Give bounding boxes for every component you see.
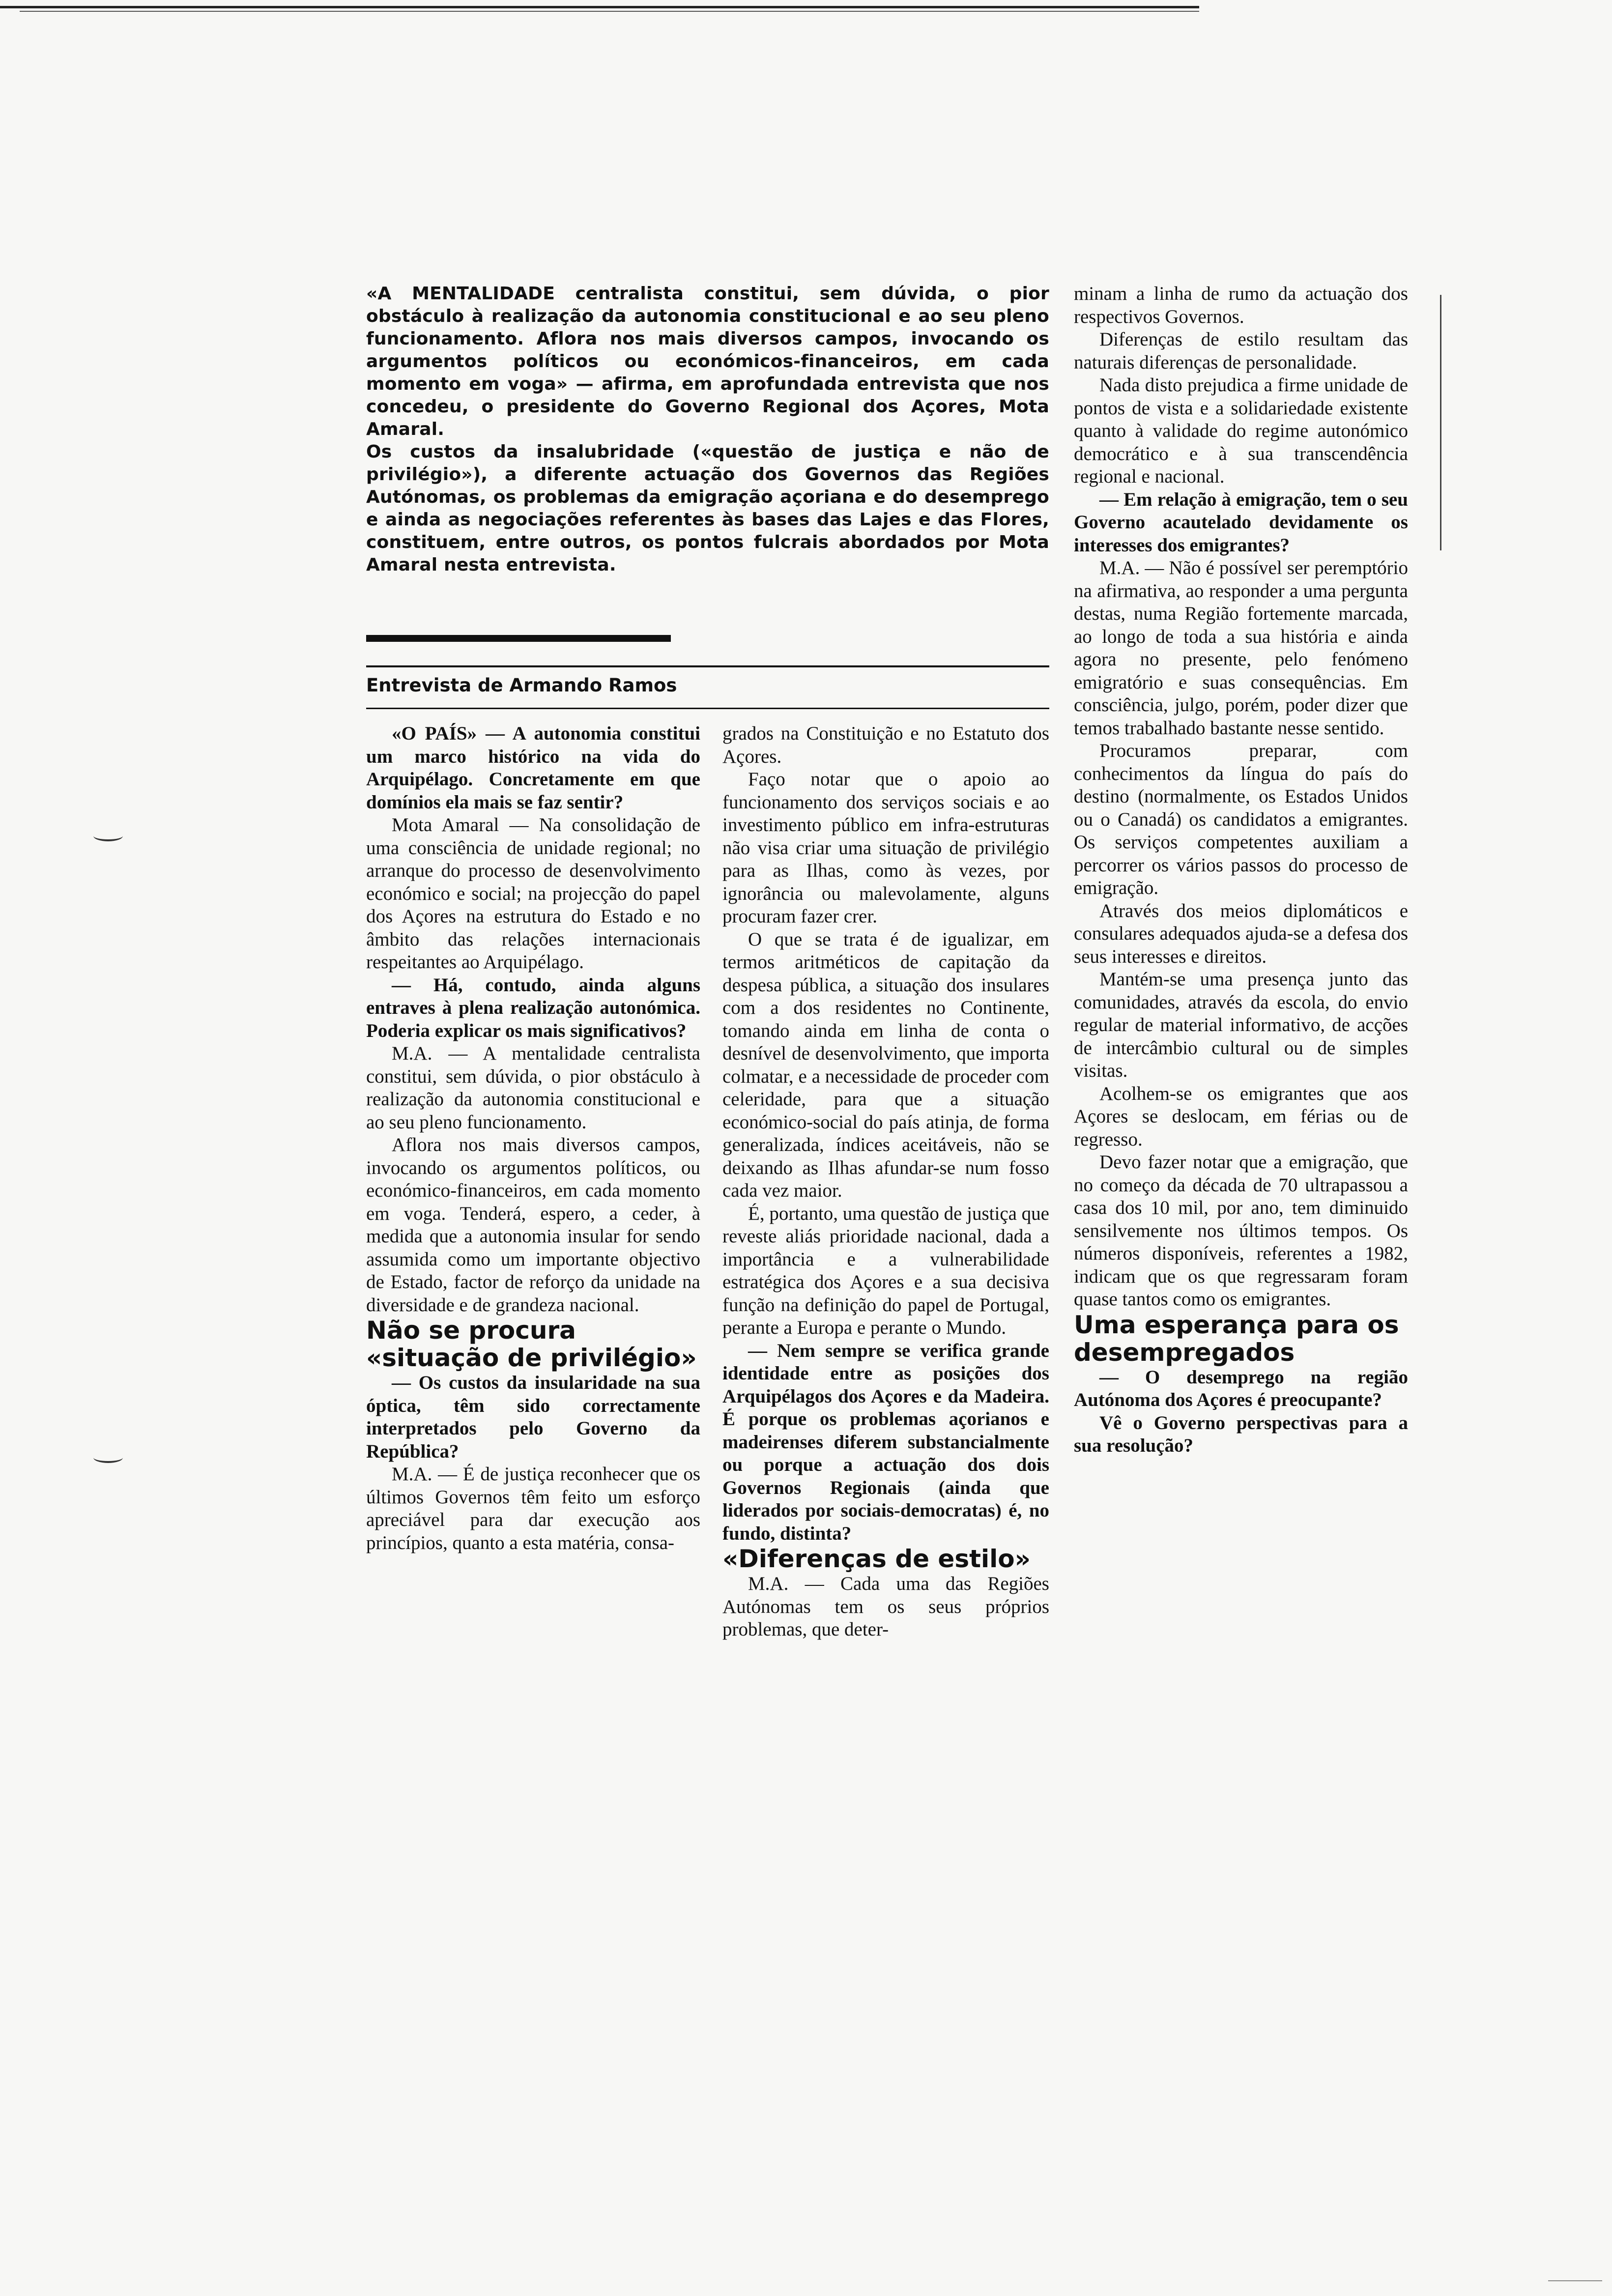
answer-4: M.A. — Cada uma das Regiões Autónomas tem os seus próprios problemas, que deter- [722,1573,1049,1640]
margin-line [1440,295,1441,550]
answer-2: M.A. — A mentalidade centralista constitui, sem dúvida, o pior obstáculo à realização da autonomia constitucional e ao seu pleno funcionamento. [366,1043,700,1133]
subheading-2: «Diferenças de estilo» [722,1545,1031,1573]
answer-1: Mota Amaral — Na consolidação de uma consciência de unidade regional; no arranque do processo de desenvolvimento económico e social; na projecção do papel dos Açores na estrutura do Estado e no âmbito das relações internacionais respeitantes ao Arquipélago. [366,814,701,973]
question-4: — Nem sempre se verifica grande identidade entre as posições dos Arquipélagos dos Açores e da Madeira. É porque os problemas açorianos e madeirenses diferem substancialmente ou porque a actuação dos dois Governos Regionais (ainda que liderados por sociais-democratas) é, no fundo, distinta? [722,1340,1049,1544]
paragraph: Procuramos preparar, com conhecimentos da língua do país do destino (normalmente, os Estados Unidos ou o Canadá) os candidatos a emigrantes. Os serviços competentes auxiliam a percorrer os vários passos do processo de emigração. [1074,740,1408,898]
paragraph-continued: minam a linha de rumo da actuação dos respectivos Governos. [1074,283,1408,327]
byline-rule-top [366,665,1049,667]
speaker: M.A. [748,1573,789,1594]
question-7: Vê o Governo perspectivas para a sua resolução? [1074,1412,1408,1456]
article-lead [366,283,1049,576]
question-1: «O PAÍS» — A autonomia constitui um marco histórico na vida do Arquipélago. Concretamente em que domínios ela mais se faz sentir? [366,723,700,813]
scan-artifact-line [1548,2280,1602,2281]
lead-paragraph-1: «A MENTALIDADE centralista constitui, sem dúvida, o pior obstáculo à realização da autonomia constitucional e ao seu pleno funcionamento. Aflora nos mais diversos campos, invocando os argumentos políticos ou económicos-financeiros, em cada momento em voga» — afirma, em aprofundada entrevista que nos concedeu, o presidente do Governo Regional dos Açores, Mota Amaral. [366,284,1049,439]
paragraph: Através dos meios diplomáticos e consulares adequados ajuda-se a defesa dos seus interesses e direitos. [1074,900,1408,967]
speaker: Mota Amaral [392,814,499,835]
question-2: — Há, contudo, ainda alguns entraves à plena realização autonómica. Poderia explicar os mais significativos? [366,974,700,1041]
page-top-rule-thin [20,11,1199,12]
punch-hole-mark [93,1452,123,1463]
speaker: M.A. [392,1464,432,1485]
speaker: M.A. [392,1043,432,1064]
paragraph: Devo fazer notar que a emigração, que no começo da década de 70 ultrapassou a casa dos 10 mil, por ano, tem diminuido sensilvemente nos últimos tempos. Os números disponíveis, referentes a 1982, indicam que os que regressaram foram quase tantos como os emigrantes. [1074,1151,1408,1310]
page-top-rule [0,6,1199,8]
question-5: — Em relação à emigração, tem o seu Governo acautelado devidamente os interesses dos emigrantes? [1074,488,1408,556]
subheading-3: Uma esperança para os desempregados [1074,1310,1399,1367]
column-3 [1074,283,1408,1458]
answer-2-continued: Aflora nos mais diversos campos, invocando os argumentos políticos, ou económico-financeiros, em cada momento em voga. Tenderá, espero, a ceder, à medida que a autonomia insular for sendo assumida como um importante objectivo de Estado, factor de reforço da unidade na diversidade e de grandeza nacional. [366,1134,700,1316]
paragraph: Nada disto prejudica a firme unidade de pontos de vista e a solidariedade existente quanto à validade do regime autonómico democrático e à sua transcendência regional e nacional. [1074,374,1408,487]
paragraph: Faço notar que o apoio ao funcionamento dos serviços sociais e ao investimento público em infra-estruturas não visa criar uma situação de privilégio para as Ilhas, como às vezes, por ignorância ou malevolamente, alguns procuram fazer crer. [722,769,1049,927]
column-2 [722,722,1049,1641]
question-6: — O desemprego na região Autónoma dos Açores é preocupante? [1074,1366,1408,1410]
punch-hole-mark [93,831,123,841]
byline: Entrevista de Armando Ramos [366,675,677,696]
lead-paragraph-2: Os custos da insalubridade («questão de justiça e não de privilégio»), a diferente actuação dos Governos das Regiões Autónomas, os problemas da emigração açoriana e do desemprego e ainda as negociações referentes às bases das Lajes e das Flores, constituem, entre outros, os pontos fulcrais abordados por Mota Amaral nesta entrevista. [366,442,1049,575]
subheading-1: Não se procura «situação de privilégio» [366,1316,697,1372]
byline-rule-bottom [366,708,1049,709]
lead-underline-bar [366,635,671,642]
column-1 [366,722,700,1554]
answer-3: M.A. — É de justiça reconhecer que os últimos Governos têm feito um esforço apreciável para dar execução aos princípios, quanto a esta matéria, consa- [366,1464,700,1553]
paragraph: Diferenças de estilo resultam das naturais diferenças de personalidade. [1074,329,1408,373]
paragraph: Mantém-se uma presença junto das comunidades, através da escola, do envio regular de material informativo, de acções de intercâmbio cultural ou de simples visitas. [1074,969,1408,1081]
paragraph: É, portanto, uma questão de justiça que reveste aliás prioridade nacional, dada a importância e a vulnerabilidade estratégica dos Açores e a sua decisiva função na definição do papel de Portugal, perante a Europa e perante o Mundo. [722,1203,1049,1338]
paragraph: Acolhem-se os emigrantes que aos Açores se deslocam, em férias ou de regresso. [1074,1083,1408,1150]
answer-5: M.A. — Não é possível ser peremptório na afirmativa, ao responder a uma pergunta destas, numa Região fortemente marcada, ao longo de toda a sua história e ainda agora no presente, pelo fenómeno emigratório e suas consequências. Em consciência, julgo, porém, poder dizer que temos trabalhado bastante nesse sentido. [1074,557,1408,739]
paragraph: O que se trata é de igualizar, em termos aritméticos de capitação da despesa pública, a situação dos insulares com a dos residentes no Continente, tomando ainda em linha de conta o desnível de desenvolvimento, que importa colmatar, e a necessidade de proceder com celeridade, para que a situação económico-social do país atinja, de forma generalizada, índices aceitáveis, não se deixando as Ilhas afundar-se num fosso cada vez maior. [722,928,1049,1201]
question-3: — Os custos da insularidade na sua óptica, têm sido correctamente interpretados pelo Governo da República? [366,1372,700,1462]
paragraph-continued: grados na Constituição e no Estatuto dos Açores. [722,723,1049,767]
speaker: M.A. [1099,557,1140,578]
